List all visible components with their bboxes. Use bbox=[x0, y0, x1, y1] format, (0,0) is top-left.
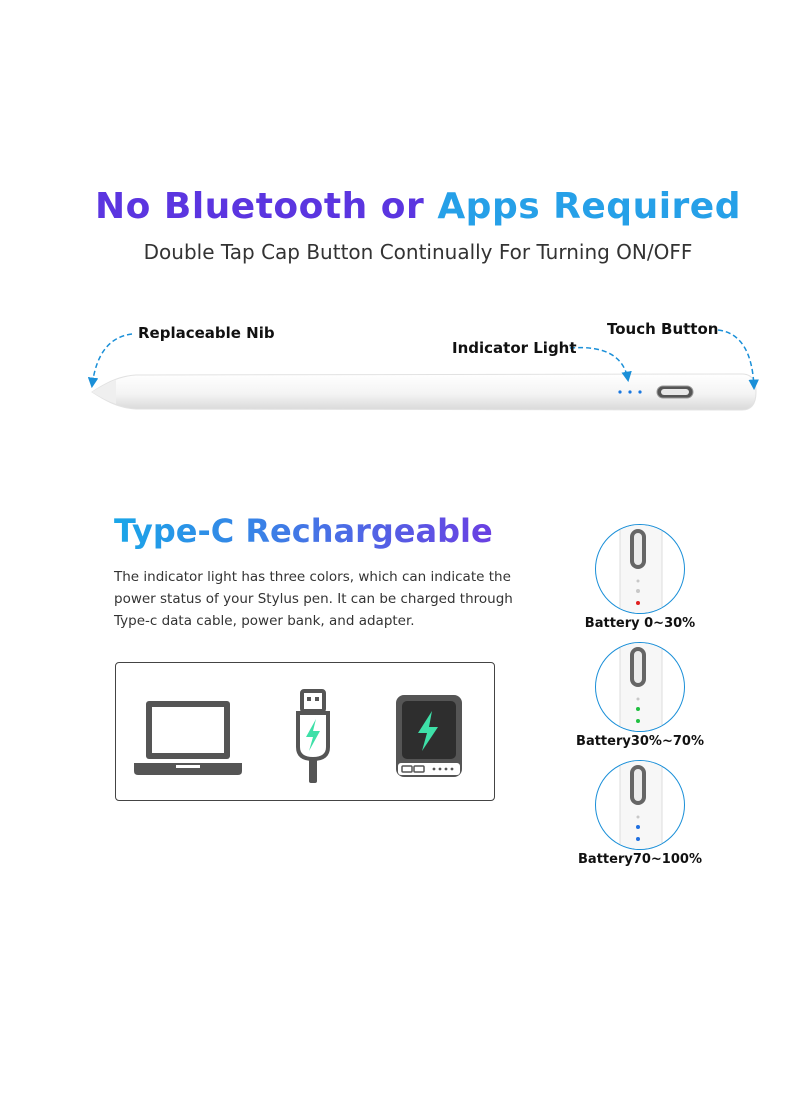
label-replaceable-nib: Replaceable Nib bbox=[138, 324, 275, 342]
battery-indicator-dot bbox=[636, 837, 640, 841]
battery-indicator-dot bbox=[636, 601, 640, 605]
battery-level-label: Battery70~100% bbox=[578, 852, 702, 867]
pen-closeup-icon bbox=[596, 761, 685, 850]
headline-part-2: or bbox=[380, 186, 425, 227]
headline bbox=[0, 186, 800, 227]
headline-part-1: No Bluetooth bbox=[94, 186, 368, 227]
battery-level-circle bbox=[595, 642, 685, 732]
pen-closeup-icon bbox=[596, 643, 685, 732]
battery-level-circle bbox=[595, 760, 685, 850]
pen-body bbox=[92, 374, 756, 410]
pen-closeup-icon bbox=[596, 525, 685, 614]
indicator-dot bbox=[628, 390, 631, 393]
battery-level-circle bbox=[595, 524, 685, 614]
indicator-dot bbox=[638, 390, 641, 393]
pen-nib bbox=[92, 380, 116, 404]
battery-level-label: Battery30%~70% bbox=[576, 734, 704, 749]
indicator-dot bbox=[618, 390, 621, 393]
subheadline: Double Tap Cap Button Continually For Turning ON/OFF bbox=[143, 240, 693, 264]
battery-indicator-dot bbox=[636, 825, 640, 829]
charging-methods-box bbox=[115, 662, 495, 801]
battery-indicator-dot bbox=[636, 719, 640, 723]
section-description: The indicator light has three colors, which can indicate the power status of your Stylus pen. It can be charged through Type-c data cable, power bank, and adapter. bbox=[114, 569, 513, 629]
power-bank-icon bbox=[392, 691, 468, 781]
battery-indicator-dot bbox=[636, 707, 640, 711]
usb-cable-icon bbox=[292, 685, 338, 787]
label-touch-button: Touch Button bbox=[607, 320, 719, 338]
battery-level-label: Battery 0~30% bbox=[584, 616, 696, 631]
label-indicator-light: Indicator Light bbox=[452, 339, 577, 357]
section-title: Type-C Rechargeable bbox=[114, 512, 493, 550]
battery-indicator-dot bbox=[636, 589, 640, 593]
headline-part-3: Apps Required bbox=[437, 186, 741, 227]
laptop-icon bbox=[132, 697, 244, 779]
